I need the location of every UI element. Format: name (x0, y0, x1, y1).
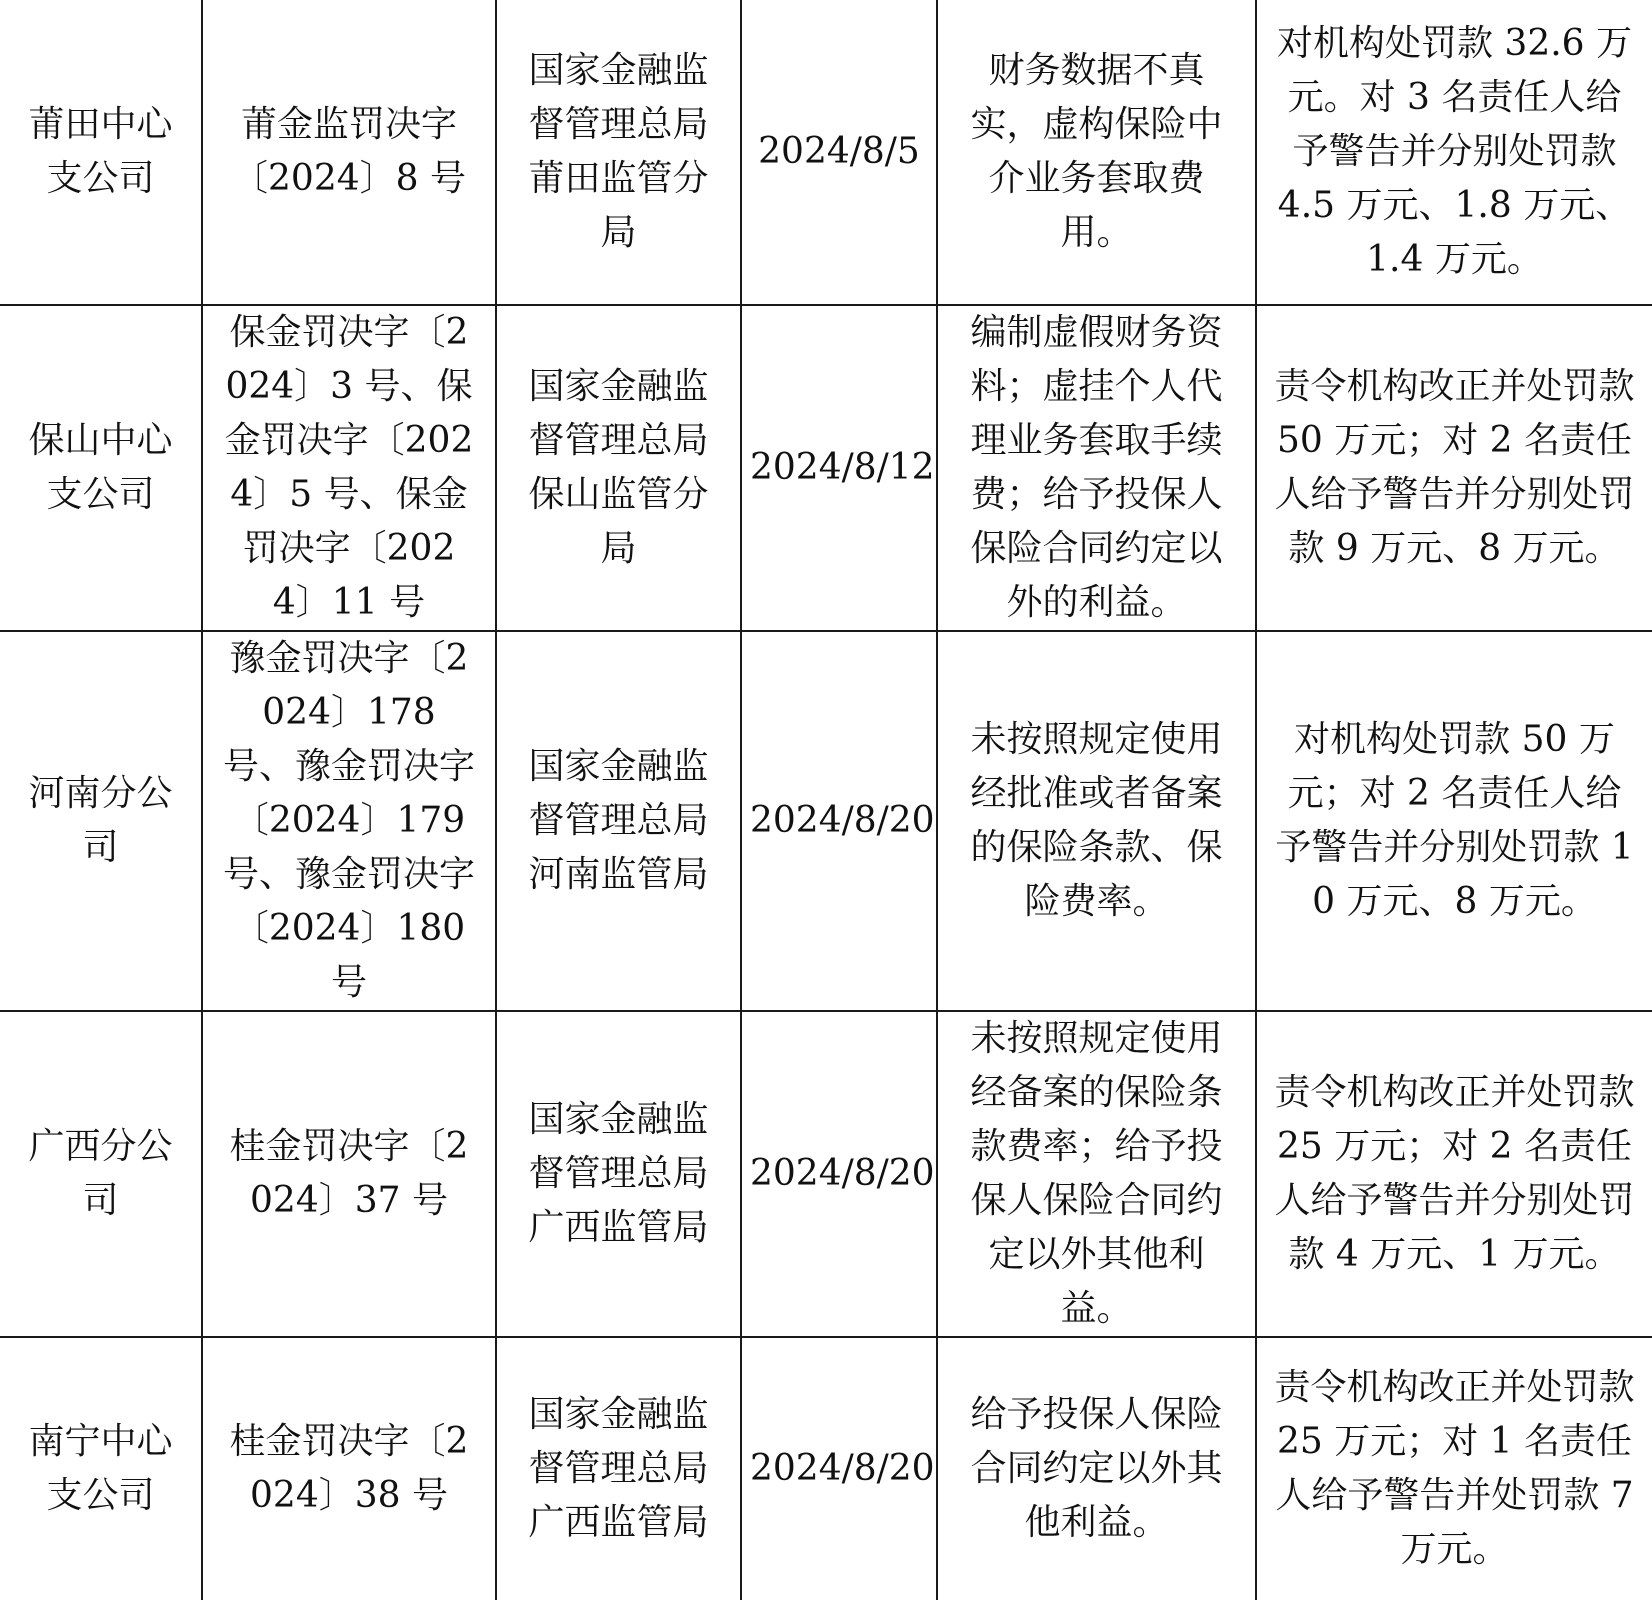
date-cell: 2024/8/5 (741, 0, 937, 305)
authority-cell: 国家金融监督管理总局广西监管局 (496, 1337, 741, 1600)
decision-number-cell: 莆金监罚决字〔2024〕8 号 (202, 0, 496, 305)
branch-cell: 保山中心支公司 (0, 305, 202, 631)
date-cell: 2024/8/20 (741, 631, 937, 1011)
decision-number-cell: 豫金罚决字〔2024〕178 号、豫金罚决字〔2024〕179 号、豫金罚决字〔2024〕180 号 (202, 631, 496, 1011)
table-row (0, 305, 1652, 631)
branch-cell: 南宁中心支公司 (0, 1337, 202, 1600)
date-cell: 2024/8/20 (741, 1011, 937, 1337)
violation-cell: 未按照规定使用经备案的保险条款费率；给予投保人保险合同约定以外其他利益。 (937, 1011, 1256, 1337)
branch-cell: 莆田中心支公司 (0, 0, 202, 305)
violation-cell: 编制虚假财务资料；虚挂个人代理业务套取手续费；给予投保人保险合同约定以外的利益。 (937, 305, 1256, 631)
decision-number-cell: 桂金罚决字〔2024〕38 号 (202, 1337, 496, 1600)
penalty-cell: 对机构处罚款 32.6 万元。对 3 名责任人给予警告并分别处罚款 4.5 万元、1.8 万元、1.4 万元。 (1256, 0, 1652, 305)
violation-cell: 财务数据不真实，虚构保险中介业务套取费用。 (937, 0, 1256, 305)
branch-cell: 广西分公司 (0, 1011, 202, 1337)
authority-cell: 国家金融监督管理总局河南监管局 (496, 631, 741, 1011)
authority-cell: 国家金融监督管理总局广西监管局 (496, 1011, 741, 1337)
table-row (0, 631, 1652, 1011)
authority-cell: 国家金融监督管理总局保山监管分局 (496, 305, 741, 631)
date-cell: 2024/8/20 (741, 1337, 937, 1600)
authority-cell: 国家金融监督管理总局莆田监管分局 (496, 0, 741, 305)
date-cell: 2024/8/12 (741, 305, 937, 631)
penalty-cell: 对机构处罚款 50 万元；对 2 名责任人给予警告并分别处罚款 10 万元、8 万元。 (1256, 631, 1652, 1011)
branch-cell: 河南分公司 (0, 631, 202, 1011)
decision-number-cell: 桂金罚决字〔2024〕37 号 (202, 1011, 496, 1337)
penalty-cell: 责令机构改正并处罚款 25 万元；对 1 名责任人给予警告并处罚款 7 万元。 (1256, 1337, 1652, 1600)
table-row (0, 1337, 1652, 1600)
decision-number-cell: 保金罚决字〔2024〕3 号、保金罚决字〔2024〕5 号、保金罚决字〔2024〕11 号 (202, 305, 496, 631)
penalty-cell: 责令机构改正并处罚款 25 万元；对 2 名责任人给予警告并分别处罚款 4 万元、1 万元。 (1256, 1011, 1652, 1337)
table-row (0, 1011, 1652, 1337)
penalty-cell: 责令机构改正并处罚款 50 万元；对 2 名责任人给予警告并分别处罚款 9 万元、8 万元。 (1256, 305, 1652, 631)
violation-cell: 未按照规定使用经批准或者备案的保险条款、保险费率。 (937, 631, 1256, 1011)
violation-cell: 给予投保人保险合同约定以外其他利益。 (937, 1337, 1256, 1600)
table-row (0, 0, 1652, 305)
